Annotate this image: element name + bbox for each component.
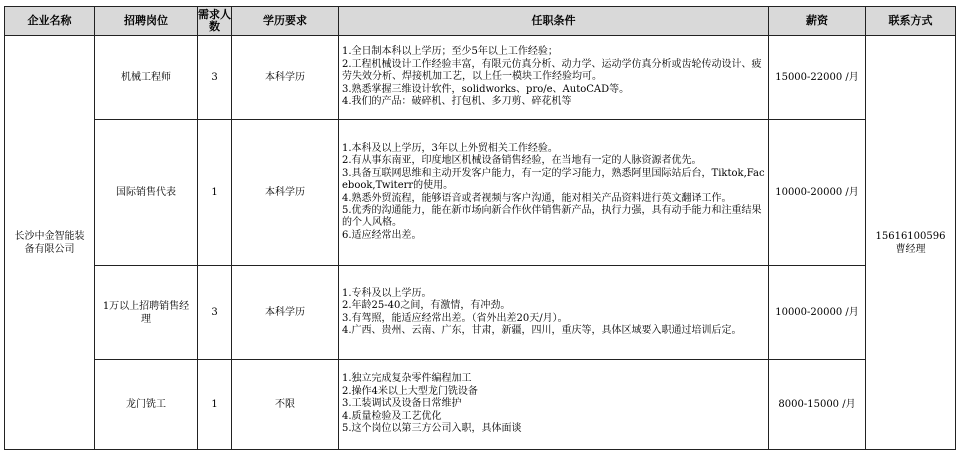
position-cell: 龙门铣工 xyxy=(95,360,198,450)
education-cell: 本科学历 xyxy=(232,120,339,266)
requirement-line: 1.专科及以上学历。 xyxy=(342,287,432,299)
contact-person: 曹经理 xyxy=(895,243,926,255)
requirement-line: 4.我们的产品：破碎机、打包机、多刀剪、碎花机等 xyxy=(342,96,572,108)
requirement-line: 2.年龄25-40之间，有激情，有冲劲。 xyxy=(342,300,511,312)
requirements-cell xyxy=(339,360,769,450)
education-cell: 不限 xyxy=(232,360,339,450)
header-row xyxy=(5,7,956,36)
job-listing-table xyxy=(4,6,956,450)
requirement-line: 1.本科及以上学历，3年以上外贸相关工作经验。 xyxy=(342,142,558,154)
requirement-line: 3.有驾照，能适应经常出差。（省外出差20天/月）。 xyxy=(342,312,568,324)
table-row xyxy=(5,36,956,120)
requirement-line: 1.全日制本科以上学历；至少5年以上工作经验； xyxy=(342,46,558,58)
contact-phone: 15616100596 xyxy=(875,230,946,242)
company-name: 长沙中金智能装备有限公司 xyxy=(5,36,95,450)
header-contact: 联系方式 xyxy=(866,7,956,36)
table-row xyxy=(5,120,956,266)
requirement-line: 3.具备互联网思维和主动开发客户能力，有一定的学习能力，熟悉阿里国际站后台，Tiktok,Facebook,Twiterr的使用。 xyxy=(342,167,765,192)
header-salary: 薪资 xyxy=(769,7,866,36)
salary-cell: 10000-20000 /月 xyxy=(769,120,866,266)
requirement-line: 3.熟悉掌握三维设计软件，solidworks、pro/e、AutoCAD等。 xyxy=(342,83,630,95)
requirement-line: 5.优秀的沟通能力，能在新市场向新合作伙伴销售新产品，执行力强，具有动手能力和注重结果的个人风格。 xyxy=(342,204,762,229)
requirements-cell xyxy=(339,120,769,266)
requirements-cell xyxy=(339,266,769,360)
header-education: 学历要求 xyxy=(232,7,339,36)
header-headcount: 需求人数 xyxy=(198,7,232,36)
header-company: 企业名称 xyxy=(5,7,95,36)
header-position: 招聘岗位 xyxy=(95,7,198,36)
headcount-cell: 3 xyxy=(198,266,232,360)
headcount-cell: 1 xyxy=(198,120,232,266)
requirement-line: 4.质量检验及工艺优化 xyxy=(342,410,442,422)
table-row xyxy=(5,266,956,360)
requirement-line: 3.工装调试及设备日常维护 xyxy=(342,398,462,410)
position-cell: 国际销售代表 xyxy=(95,120,198,266)
requirements-cell xyxy=(339,36,769,120)
table-row xyxy=(5,360,956,450)
requirement-line: 1.独立完成复杂零件编程加工 xyxy=(342,373,472,385)
education-cell: 本科学历 xyxy=(232,36,339,120)
headcount-cell: 3 xyxy=(198,36,232,120)
position-cell: 1万以上招聘销售经理 xyxy=(95,266,198,360)
contact-cell xyxy=(866,36,956,450)
requirement-line: 2.操作4米以上大型龙门铣设备 xyxy=(342,385,478,397)
position-cell: 机械工程师 xyxy=(95,36,198,120)
requirement-line: 2.工程机械设计工作经验丰富，有限元仿真分析、动力学、运动学仿真分析或齿轮传动设计、疲劳失效分析、焊接机加工艺，以上任一模块工作经验均可。 xyxy=(342,58,762,83)
requirement-line: 4.熟悉外贸流程，能够语音或者视频与客户沟通，能对相关产品资料进行英文翻译工作。 xyxy=(342,192,732,204)
requirement-line: 5.这个岗位以第三方公司入职，具体面谈 xyxy=(342,423,522,435)
headcount-cell: 1 xyxy=(198,360,232,450)
education-cell: 本科学历 xyxy=(232,266,339,360)
salary-cell: 8000-15000 /月 xyxy=(769,360,866,450)
requirement-line: 6.适应经常出差。 xyxy=(342,229,422,241)
salary-cell: 15000-22000 /月 xyxy=(769,36,866,120)
requirement-line: 2.有从事东南亚，印度地区机械设备销售经验，在当地有一定的人脉资源者优先。 xyxy=(342,155,702,167)
header-requirements: 任职条件 xyxy=(339,7,769,36)
requirement-line: 4.广西、贵州、云南、广东，甘肃，新疆，四川，重庆等，具体区域要入职通过培训后定。 xyxy=(342,324,742,336)
salary-cell: 10000-20000 /月 xyxy=(769,266,866,360)
